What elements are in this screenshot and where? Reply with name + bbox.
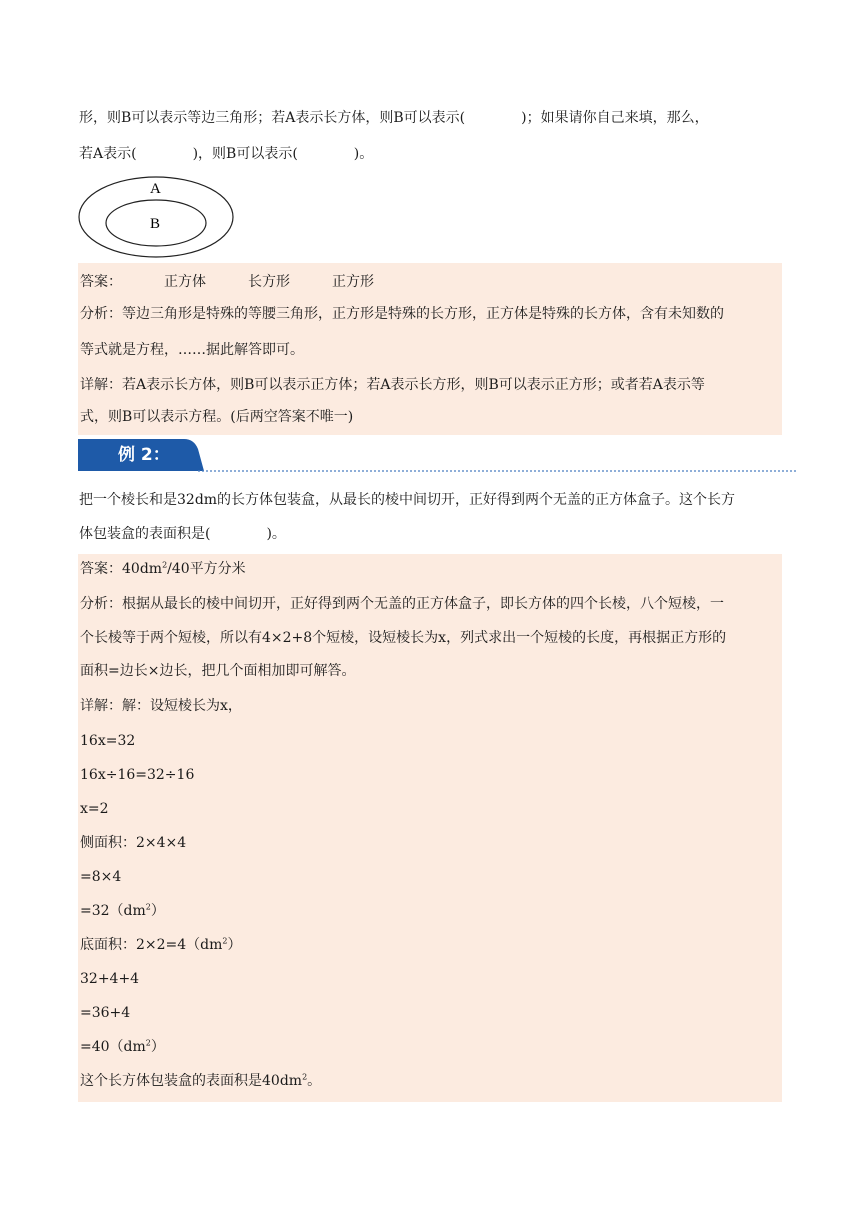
answer1-line xyxy=(80,272,374,292)
question2-line2: 体包装盒的表面积是( )。 xyxy=(79,526,286,542)
conclusion-suffix: 。 xyxy=(307,1073,322,1089)
final-suffix: ） xyxy=(150,1039,165,1055)
sum-step-2: =36+4 xyxy=(80,1005,131,1021)
example-banner xyxy=(78,439,798,473)
analysis2-line1: 分析：根据从最长的棱中间切开，正好得到两个无盖的正方体盒子，即长方体的四个长棱，八个短棱，一 xyxy=(80,596,724,612)
conclusion-line xyxy=(80,1071,321,1091)
answer2-sup: 2 xyxy=(162,560,168,570)
step-6-sup: 2 xyxy=(145,902,151,912)
question1-line1: 形，则B可以表示等边三角形；若A表示长方体，则B可以表示( )；如果请你自己来填，那么， xyxy=(79,110,709,126)
bottom-area-suffix: ） xyxy=(227,937,242,953)
answer-box-2 xyxy=(78,554,782,1102)
step-6-prefix: =32（dm xyxy=(80,903,146,919)
step-4: 侧面积：2×4×4 xyxy=(80,835,187,851)
final-prefix: =40（dm xyxy=(80,1039,146,1055)
bottom-area-sup: 2 xyxy=(222,936,228,946)
detail1-line2: 式，则B可以表示方程。(后两空答案不唯一) xyxy=(80,409,354,425)
step-1: 16x=32 xyxy=(80,733,136,749)
analysis2-line2: 个长棱等于两个短棱，所以有4×2+8个短棱，设短棱长为x，列式求出一个短棱的长度，再根据正方形的 xyxy=(80,630,727,646)
detail1-line1: 详解：若A表示长方体，则B可以表示正方体；若A表示长方形，则B可以表示正方形；或者若A表示等 xyxy=(80,377,705,393)
analysis1-line1: 分析：等边三角形是特殊的等腰三角形，正方形是特殊的长方形，正方体是特殊的长方体，含有未知数的 xyxy=(80,306,724,322)
analysis1-line2: 等式就是方程，……据此解答即可。 xyxy=(80,342,304,358)
nested-set-diagram xyxy=(78,175,243,261)
detail2-intro: 详解：解：设短棱长为x， xyxy=(80,698,242,714)
final-sup: 2 xyxy=(145,1038,151,1048)
analysis2-line3: 面积=边长×边长，把几个面相加即可解答。 xyxy=(80,663,356,679)
answer-2: 长方形 xyxy=(248,274,290,290)
bottom-area-line xyxy=(80,935,242,955)
example-label: 例 2： xyxy=(118,445,170,465)
step-6 xyxy=(80,901,165,921)
answer2-prefix: 答案：40dm xyxy=(80,561,163,577)
question2-line1: 把一个棱长和是32dm的长方体包装盒，从最长的棱中间切开，正好得到两个无盖的正方体盒子。这个长方 xyxy=(79,492,736,508)
answer-1: 正方体 xyxy=(164,274,206,290)
bottom-area-prefix: 底面积：2×2=4（dm xyxy=(80,937,223,953)
conclusion-sup: 2 xyxy=(302,1072,308,1082)
answer-label: 答案： xyxy=(80,274,122,290)
step-3: x=2 xyxy=(80,801,109,817)
answer2-suffix: /40平方分米 xyxy=(167,561,246,577)
step-6-suffix: ） xyxy=(150,903,165,919)
answer2-line xyxy=(80,559,246,579)
answer-box-1 xyxy=(78,263,782,435)
step-5: =8×4 xyxy=(80,869,122,885)
final-line xyxy=(80,1037,165,1057)
step-2: 16x÷16=32÷16 xyxy=(80,767,195,783)
sum-step-1: 32+4+4 xyxy=(80,971,140,987)
conclusion-prefix: 这个长方体包装盒的表面积是40dm xyxy=(80,1073,303,1089)
label-a: A xyxy=(150,181,161,197)
question1-line2: 若A表示( )，则B可以表示( )。 xyxy=(79,146,374,162)
answer-3: 正方形 xyxy=(332,274,374,290)
label-b: B xyxy=(150,216,161,232)
